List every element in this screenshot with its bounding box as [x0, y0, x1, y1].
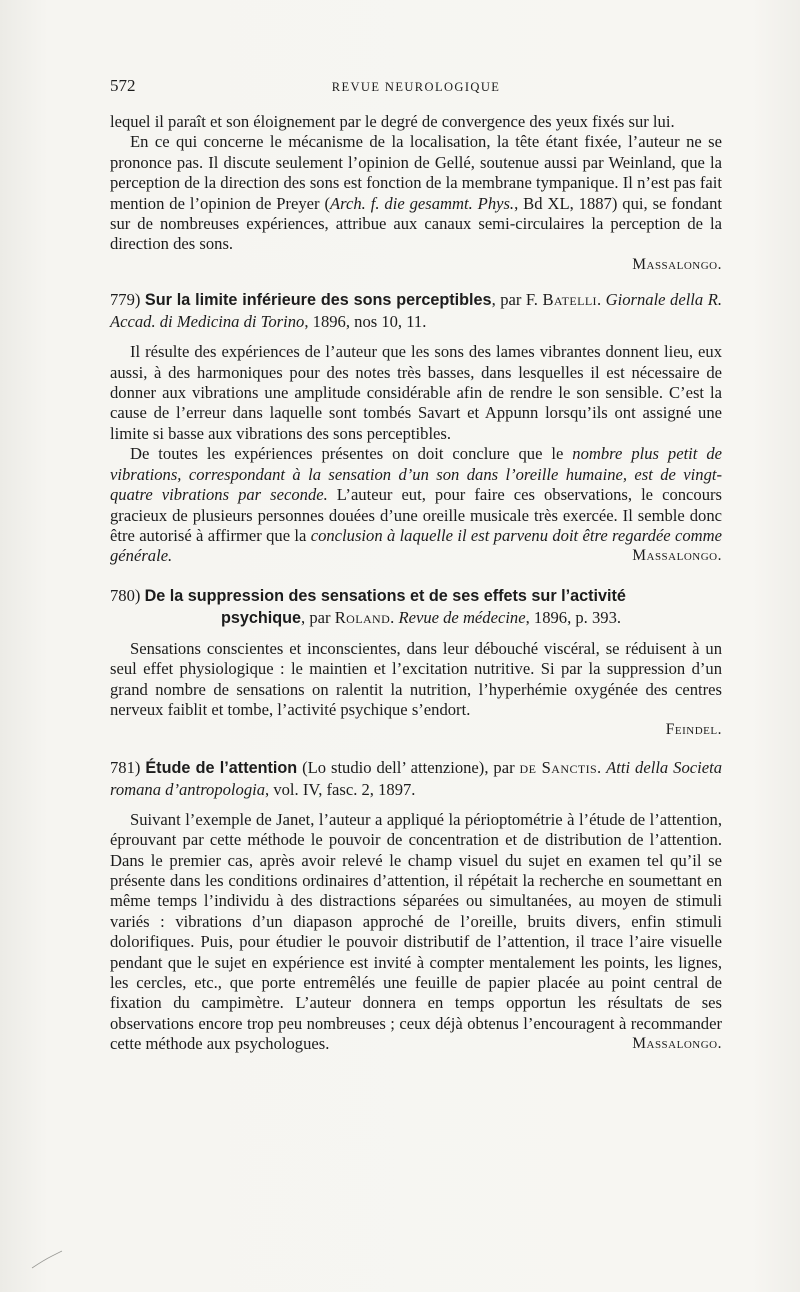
journal: Atti della Societa romana d’antropologia [110, 757, 723, 799]
text: Suivant l’exemple de Janet, l’auteur a appliqué la périoptométrie à l’étude de l’attention, éprouvant par cette méthode le pouvoir de concentration et de distribution de l’attention. Dans le premier cas, après avoir relevé le champ visuel du sujet en examen tel qu’il se présente dans les conditions ordinaires d’attention, il répétait la recherche en soumettant en même temps l’individu à des distractions séparées ou simultanées, au moyen de stimuli variés : vibrations d’un diapason approché de l’oreille, bruits divers, enfin stimuli dolorifiques. Puis, pour étudier le pouvoir distributif de l’attention, il trace l’aire visuelle pendant que le sujet en expérience est invité à compter mentalement les points, les lignes, les cercles, etc., que porte entremêlés une feuille de papier placée au point central de fixation du campimètre. L’auteur donnera en temps opportun les résultats de ses observations encore trop peu nombreuses ; ceux déjà obtenus l’encouragent à recommander cette méthode aux psychologues. [110, 809, 722, 1054]
text: , par [301, 607, 335, 627]
article-title: Sur la limite inférieure des sons perceptibles [144, 291, 492, 310]
paragraph [110, 444, 722, 566]
author: Roland [334, 607, 391, 627]
article-title: Étude de l’attention [145, 758, 298, 777]
text: . [597, 757, 607, 777]
reference: , 1896, nos 10, 11. [304, 312, 427, 332]
author: Batelli [542, 290, 597, 310]
scan-mark [30, 1250, 64, 1270]
page-body [110, 112, 722, 1055]
heading-continuation [110, 607, 722, 629]
signature: Feindel. [665, 721, 722, 739]
paragraph: Sensations conscientes et inconscientes, dans leur débouché viscéral, se réduisent à un seul effet physiologique : le maintien et l’excitation nutritive. Si par la suppression d’un grand nombre de sensations on ralentit la nutrition, l’hyperhémie oxygénée des centres nerveux faiblit et tombe, l’activité psychique s’endort. [110, 638, 722, 719]
paragraph [110, 810, 722, 1055]
italic-text: conclusion à laquelle il est parvenu doit être regardée comme générale. [110, 525, 722, 566]
signature: Massalongo. [632, 547, 722, 565]
page-number: 572 [110, 76, 136, 95]
signature: Massalongo. [632, 255, 722, 273]
text: , Bd XL, 1887) qui, se fondant sur de nombreuses expériences, attribue aux canaux semi-circulaires la perception de la direction des sons. [110, 193, 723, 254]
text: . [596, 290, 606, 310]
article-number: 780) [110, 585, 141, 605]
author: de Sanctis [519, 757, 598, 777]
journal: Revue de médecine [398, 607, 526, 627]
signature: Massalongo. [632, 1035, 722, 1053]
article-number: 779) [110, 290, 141, 310]
article-title: psychique [220, 608, 302, 627]
text: L’auteur eut, pour faire ces observations, le concours gracieux de plusieurs personnes douées d’une oreille musicale très exercée. Il semble donc être autorisé à affirmer que la [110, 485, 722, 545]
journal-ref: Arch. f. die gesammt. Phys. [330, 193, 515, 213]
reference: , vol. IV, fasc. 2, 1897. [265, 779, 416, 799]
text: (Lo studio dell’ attenzione), par [297, 757, 520, 777]
journal: Giornale della R. Accad. di Medicina di Torino [110, 290, 722, 332]
paragraph: Il résulte des expériences de l’auteur que les sons des lames vibrantes donnent lieu, eux aussi, à des harmoniques pour des notes très basses, dans lesquelles il est nécessaire de donner aux vibrations une amplitude considérable afin de rendre le son sensible. C’est la cause de l’erreur dans laquelle sont tombés Savart et Appunn lorsqu’ils ont assigné une limite si basse aux vibrations des sons perceptibles. [110, 342, 722, 443]
page-header [110, 76, 722, 100]
text: , par F. [491, 290, 543, 310]
reference: , 1896, p. 393. [525, 607, 622, 627]
text: En ce qui concerne le mécanisme de la localisation, la tête étant fixée, l’auteur ne se prononce pas. Il discute seulement l’opinion de Gellé, soutenue aussi par Weinland, que la perception de la direction des sons est fonction de la membrane tympanique. Il n’est pas fait mention de l’opinion de Preyer ( [110, 132, 722, 213]
text: . [390, 607, 399, 627]
paragraph [110, 132, 722, 254]
article-heading-779 [110, 289, 722, 332]
italic-text: nombre plus petit de vibrations, correspondant à la sensation d’un son dans l’oreille humaine, est de vingt-quatre vibrations par seconde. [110, 444, 723, 505]
article-heading-781 [110, 757, 722, 800]
running-head: REVUE NEUROLOGIQUE [331, 80, 501, 94]
article-number: 781) [110, 757, 141, 777]
article-heading-780 [110, 585, 722, 629]
text: De toutes les expériences présentes on doit conclure que le [130, 444, 573, 464]
article-title: De la suppression des sensations et de ses effets sur l’activité [144, 586, 626, 605]
paragraph: lequel il paraît et son éloignement par le degré de convergence des yeux fixés sur lui. [110, 112, 675, 131]
